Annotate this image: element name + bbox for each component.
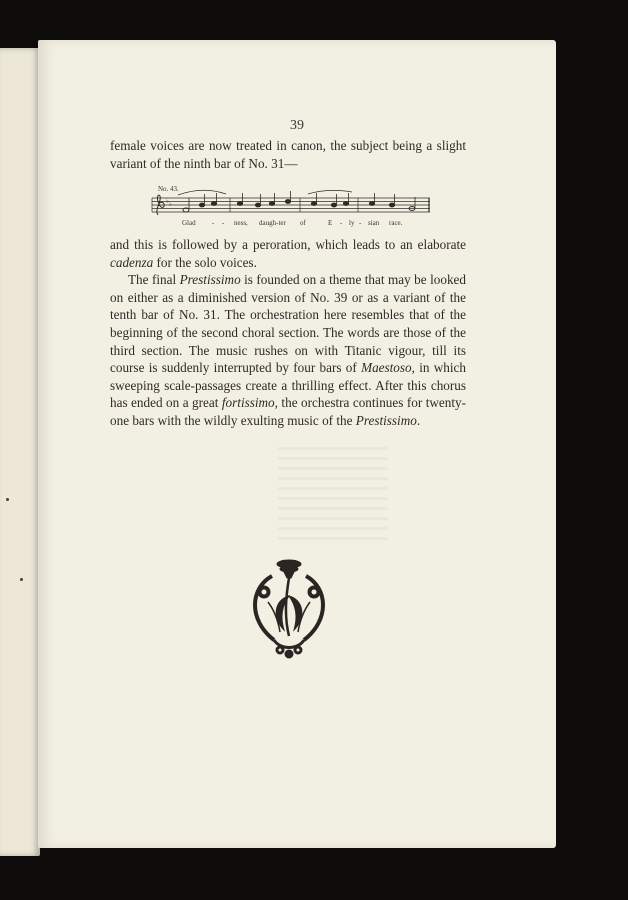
music-example-label: No. 43. <box>158 185 179 193</box>
book-page <box>38 40 556 848</box>
lyric-syllable: - <box>212 219 215 227</box>
lyric-syllable: of <box>300 219 306 227</box>
lyric-syllable: - <box>359 219 362 227</box>
lyric-syllable: race. <box>389 219 403 227</box>
italic-term: Prestissimo <box>179 272 241 288</box>
text-run: The final <box>128 272 180 288</box>
show-through-text <box>278 440 388 540</box>
left-page-edge <box>0 48 40 856</box>
lyric-syllable: ly <box>349 219 355 227</box>
lyric-syllable: Glad <box>182 219 196 227</box>
text-run: , the orchestra continues for twenty-one bars with the wildly exulting music of the <box>110 395 467 428</box>
lyric-syllable: E <box>328 219 333 227</box>
paragraph-canon-text: female voices are now treated in canon, the subject being a slight variant of the ninth bar of No. 31— <box>110 138 466 171</box>
italic-term: fortissimo <box>221 395 275 411</box>
lyric-syllable: sian <box>368 219 380 227</box>
lyric-syllable: - <box>340 219 343 227</box>
lyric-syllable: - <box>222 219 225 227</box>
lyric-syllable: ness, <box>234 219 248 227</box>
floral-ornament-icon <box>244 556 334 660</box>
page-number: 39 <box>290 118 304 133</box>
italic-term: Maestoso <box>361 360 412 376</box>
svg-text:♭: ♭ <box>166 198 169 205</box>
italic-term: Prestissimo <box>355 412 417 428</box>
text-run: is founded on a theme that may be looked on either as a diminished version of No. 39 or as a variant of the tenth bar of No. 31. The orchestration here resembles that of the beginning of the second choral section. The words are those of the third section. The music rushes on with Titanic vigour, till its course is suddenly interrupted by four bars of <box>110 272 466 376</box>
text-run: and this is followed by a peroration, which leads to an elaborate <box>110 237 466 252</box>
page-speck <box>6 498 9 501</box>
paragraph-canon <box>110 137 466 172</box>
paragraph-peroration <box>110 236 466 430</box>
text-run: , in which sweeping scale-passages create a thrilling effect. After this chorus has ended on a great <box>110 360 466 411</box>
italic-term: cadenza <box>110 254 154 270</box>
text-run: for the solo voices. <box>153 254 257 270</box>
svg-text:♭: ♭ <box>169 201 172 208</box>
music-example <box>148 182 434 230</box>
music-staff <box>152 198 430 212</box>
paragraph-peroration-text <box>110 236 466 271</box>
lyric-syllable: daugh-ter <box>259 219 286 227</box>
music-lyrics <box>182 219 403 227</box>
page-speck <box>20 578 23 581</box>
paragraph-prestissimo-text <box>110 271 466 429</box>
text-run: . <box>416 412 421 428</box>
